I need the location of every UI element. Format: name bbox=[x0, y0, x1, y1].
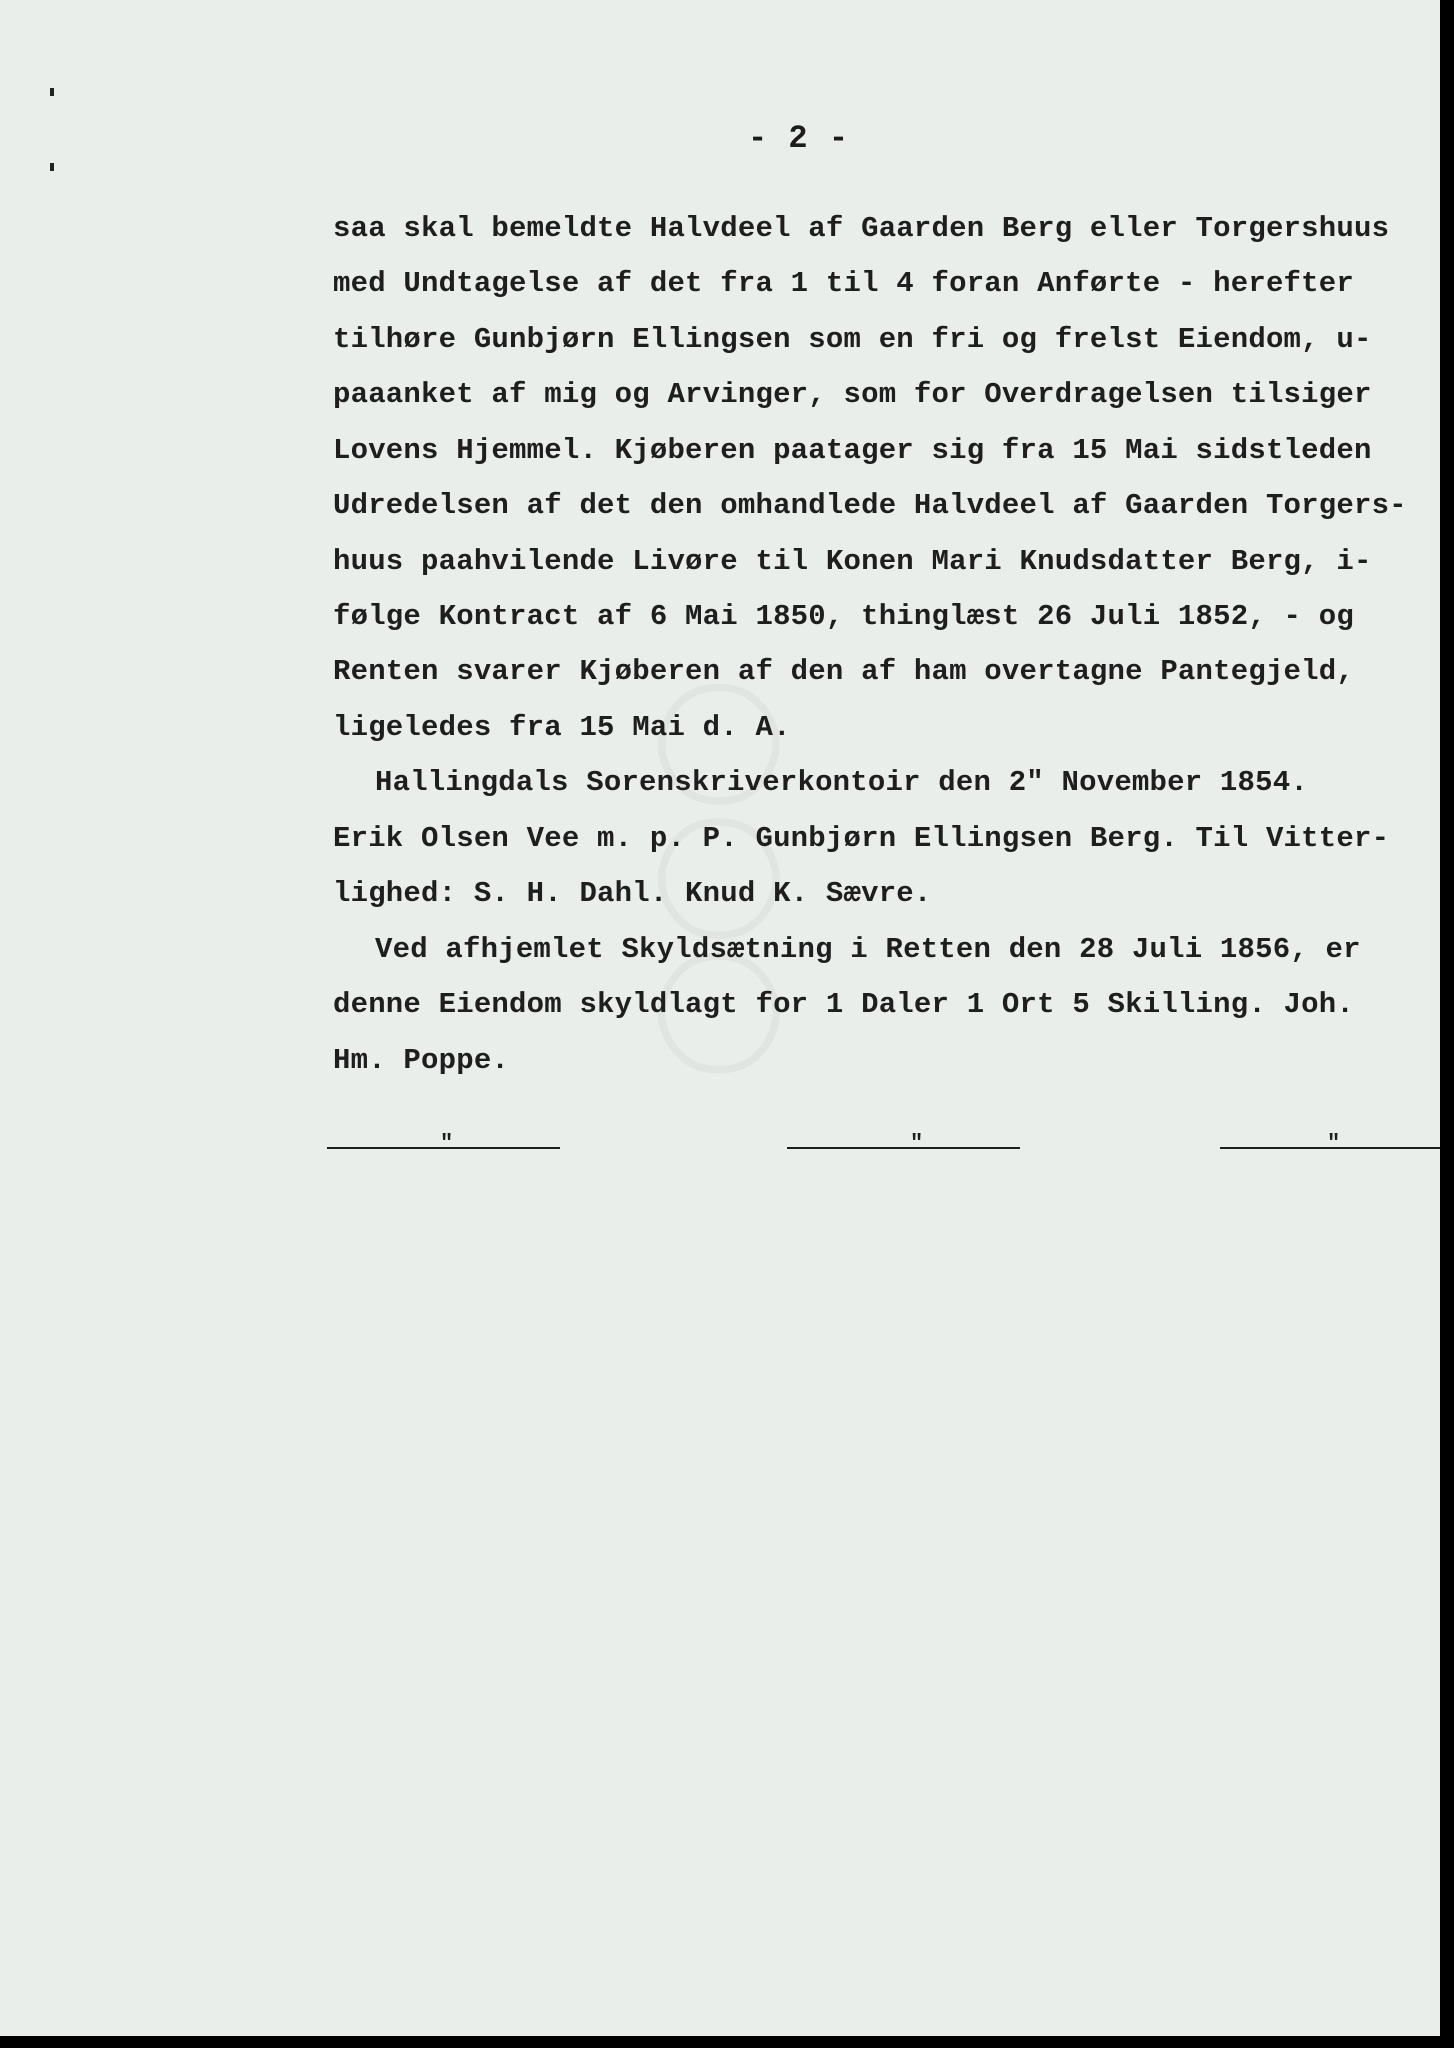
text-line: Renten svarer Kjøberen af den af ham overtagne Pantegjeld, bbox=[333, 655, 1354, 688]
margin-mark-top bbox=[50, 88, 54, 96]
text-line: lighed: S. H. Dahl. Knud K. Sævre. bbox=[333, 877, 932, 910]
text-line: Erik Olsen Vee m. p. P. Gunbjørn Ellingsen Berg. Til Vitter- bbox=[333, 822, 1390, 855]
text-line: paaanket af mig og Arvinger, som for Overdragelsen tilsiger bbox=[333, 378, 1372, 411]
text-line: huus paahvilende Livøre til Konen Mari Knudsdatter Berg, i- bbox=[333, 545, 1372, 578]
ditto-mark: " bbox=[1327, 1131, 1341, 1156]
text-line: Hm. Poppe. bbox=[333, 1044, 510, 1077]
text-line: følge Kontract af 6 Mai 1850, thinglæst 26 Juli 1852, - og bbox=[333, 600, 1354, 633]
text-line: tilhøre Gunbjørn Ellingsen som en fri og frelst Eiendom, u- bbox=[333, 323, 1372, 356]
margin-mark-bottom bbox=[50, 163, 54, 171]
text-line: Ved afhjemlet Skyldsætning i Retten den 28 Juli 1856, er bbox=[375, 933, 1361, 966]
ditto-mark: " bbox=[910, 1131, 924, 1156]
text-line: saa skal bemeldte Halvdeel af Gaarden Berg eller Torgershuus bbox=[333, 212, 1390, 245]
text-line: Hallingdals Sorenskriverkontoir den 2" November 1854. bbox=[375, 766, 1308, 799]
ditto-mark: " bbox=[440, 1131, 454, 1156]
text-line: ligeledes fra 15 Mai d. A. bbox=[333, 711, 791, 744]
text-line: Lovens Hjemmel. Kjøberen paatager sig fra 15 Mai sidstleden bbox=[333, 434, 1372, 467]
text-line: denne Eiendom skyldlagt for 1 Daler 1 Ort 5 Skilling. Joh. bbox=[333, 988, 1354, 1021]
text-line: Udredelsen af det den omhandlede Halvdeel af Gaarden Torgers- bbox=[333, 489, 1407, 522]
text-line: med Undtagelse af det fra 1 til 4 foran Anførte - herefter bbox=[333, 267, 1354, 300]
separator-line bbox=[787, 1147, 1020, 1149]
page-number: - 2 - bbox=[748, 120, 850, 157]
